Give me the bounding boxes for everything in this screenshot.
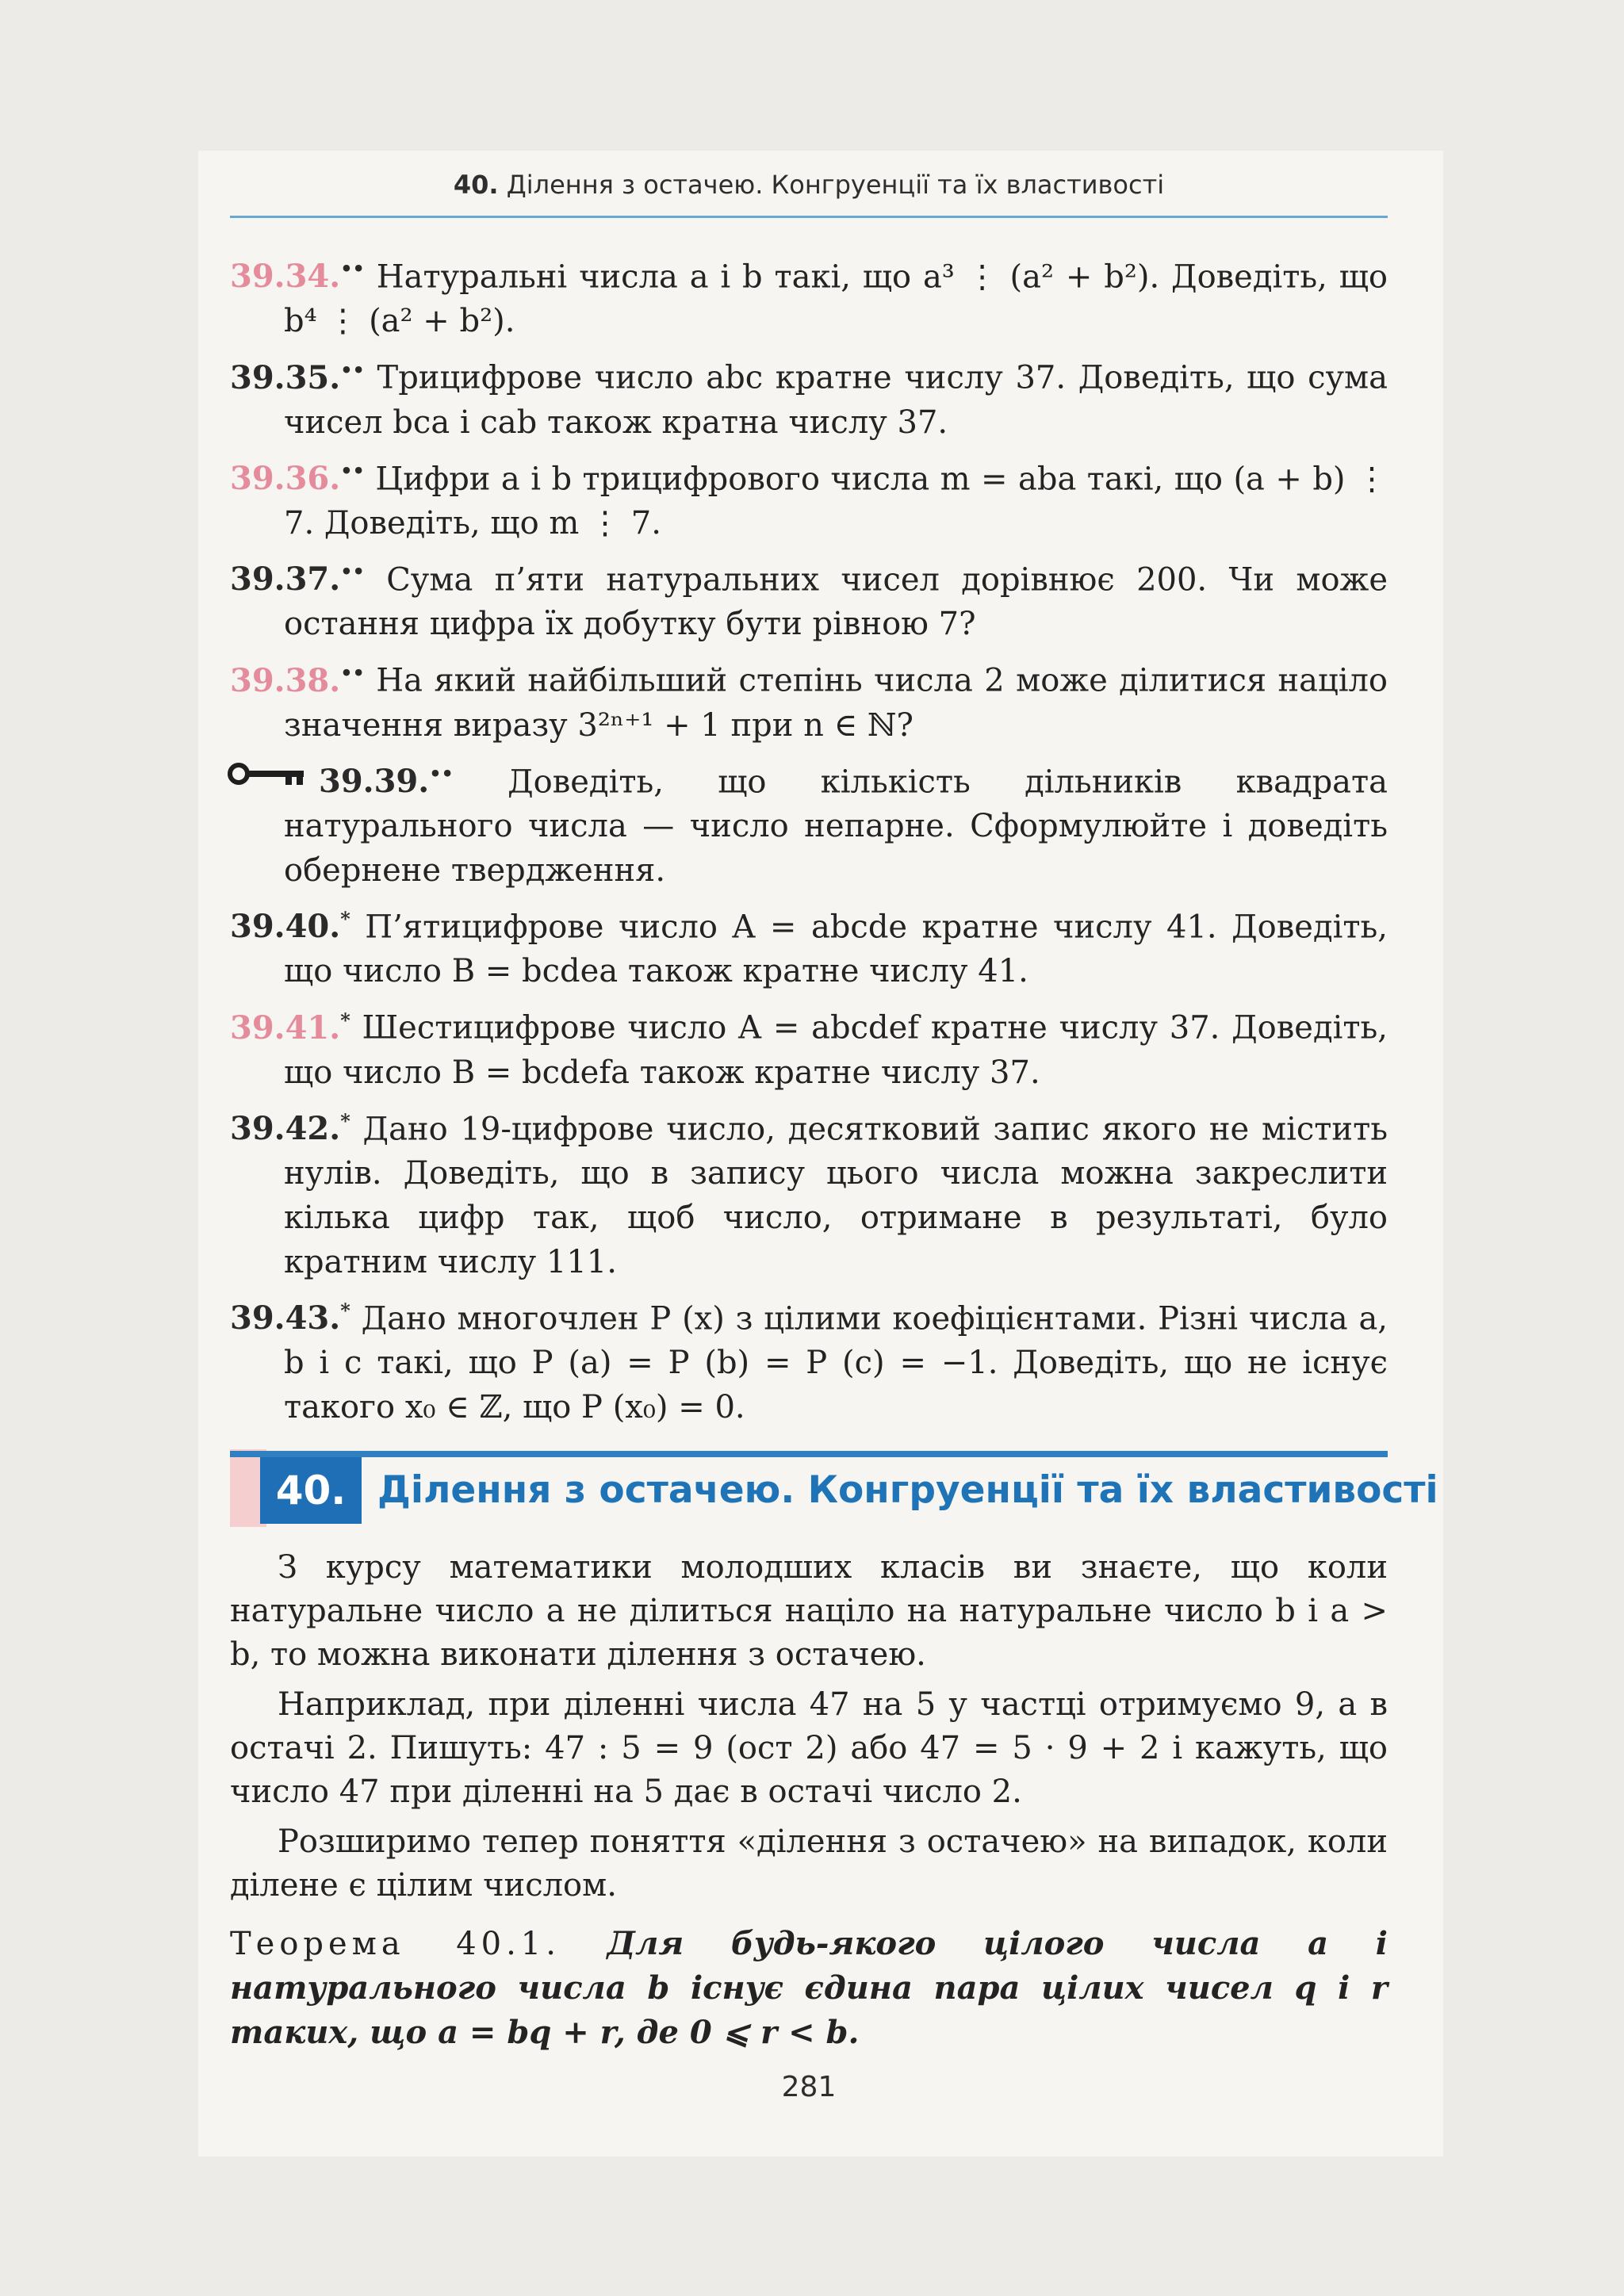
- theorem: [230, 1922, 1388, 2055]
- paragraph: Наприклад, при діленні числа 47 на 5 у частці отримуємо 9, а в остачі 2. Пишуть: 47 : 5 = 9 (ост 2) або 47 = 5 · 9 + 2 і кажуть, що число 47 при діленні на 5 дає в остачі число 2.: [230, 1686, 1388, 1810]
- theorem-label: Теорема 40.1.: [230, 1926, 561, 1962]
- exercise-number: 39.35.••: [230, 358, 365, 396]
- exercise-number: 39.40.*: [230, 907, 350, 946]
- running-head-number: 40.: [453, 170, 499, 200]
- theorem-statement: Для будь-якого цілого числа a і натурального числа b існує єдина пара цілих чисел q і r таких, що a = bq + r, де 0 ⩽ r < b.: [230, 1925, 1388, 2051]
- exercise-number: 39.39.••: [319, 762, 454, 800]
- exercise-text: На який найбільший степінь числа 2 може ділитися націло значення виразу 3²ⁿ⁺¹ + 1 при n ∈ ℕ?: [284, 662, 1388, 744]
- section-heading-rule: [230, 1451, 1388, 1457]
- exercise-item: [230, 998, 1388, 1094]
- running-head: [230, 170, 1388, 200]
- exercise-text: Дано многочлен P (x) з цілими коефіцієнтами. Різні числа a, b і c такі, що P (a) = P (b) = P (c) = −1. Доведіть, що не існує такого x₀ ∈ ℤ, що P (x₀) = 0.: [284, 1300, 1388, 1426]
- exercise-item: [230, 550, 1388, 646]
- exercise-text: Натуральні числа a і b такі, що a³ ⋮ (a² + b²). Доведіть, що b⁴ ⋮ (a² + b²).: [284, 258, 1388, 340]
- section-title: Ділення з остачею. Конгруенції та їх властивості: [377, 1468, 1438, 1512]
- exercise-number: 39.36.••: [230, 459, 365, 497]
- exercise-text: Цифри a і b трицифрового числа m = aba такі, що (a + b) ⋮ 7. Доведіть, що m ⋮ 7.: [284, 460, 1388, 541]
- running-head-rule: [230, 216, 1388, 218]
- section-body: [230, 1546, 1388, 2055]
- exercise-item: [230, 752, 1388, 893]
- exercise-number: 39.42.*: [230, 1109, 350, 1147]
- exercise-number: 39.41.*: [230, 1008, 350, 1047]
- exercise-number: 39.43.*: [230, 1299, 350, 1337]
- exercise-text: П’ятицифрове число A = abcde кратне числу 41. Доведіть, що число B = bcdea також кратне числу 41.: [284, 909, 1388, 990]
- section-number: 40.: [260, 1457, 362, 1524]
- exercise-item: [230, 1289, 1388, 1429]
- exercise-number: 39.34.••: [230, 258, 365, 296]
- exercise-item: [230, 450, 1388, 545]
- exercise-item: [230, 651, 1388, 747]
- exercise-item: [230, 247, 1388, 343]
- exercise-text: Сума п’яти натуральних чисел дорівнює 200. Чи може остання цифра їх добутку бути рівною 7?: [284, 561, 1388, 643]
- exercise-item: [230, 897, 1388, 993]
- section-heading: [230, 1449, 1438, 1527]
- exercise-text: Трицифрове число abc кратне числу 37. Доведіть, що сума чисел bca і cab також кратна числу 37.: [284, 359, 1388, 441]
- exercise-number: 39.37.••: [230, 560, 365, 599]
- running-head-title: Ділення з остачею. Конгруенції та їх властивості: [506, 170, 1165, 200]
- exercise-text: Доведіть, що кількість дільників квадрата натурального числа — число непарне. Сформулюйте і доведіть обернене твердження.: [284, 763, 1388, 889]
- exercise-number: 39.38.••: [230, 661, 365, 699]
- page-number: 281: [781, 2071, 837, 2103]
- exercise-text: Шестицифрове число A = abcdef кратне числу 37. Доведіть, що число B = bcdefa також кратне числу 37.: [284, 1009, 1388, 1091]
- exercise-list: [230, 247, 1388, 1434]
- exercise-item: [230, 1100, 1388, 1284]
- paragraph: З курсу математики молодших класів ви знаєте, що коли натуральне число a не ділиться націло на натуральне число b і a > b, то можна виконати ділення з остачею.: [230, 1549, 1388, 1673]
- key-icon: [227, 760, 309, 787]
- paragraph: Розширимо тепер поняття «ділення з остачею» на випадок, коли ділене є цілим числом.: [230, 1823, 1388, 1904]
- exercise-text: Дано 19-цифрове число, десятковий запис якого не містить нулів. Доведіть, що в запису цього числа можна закреслити кілька цифр так, щоб число, отримане в результаті, було кратним числу 111.: [284, 1110, 1388, 1280]
- exercise-item: [230, 348, 1388, 444]
